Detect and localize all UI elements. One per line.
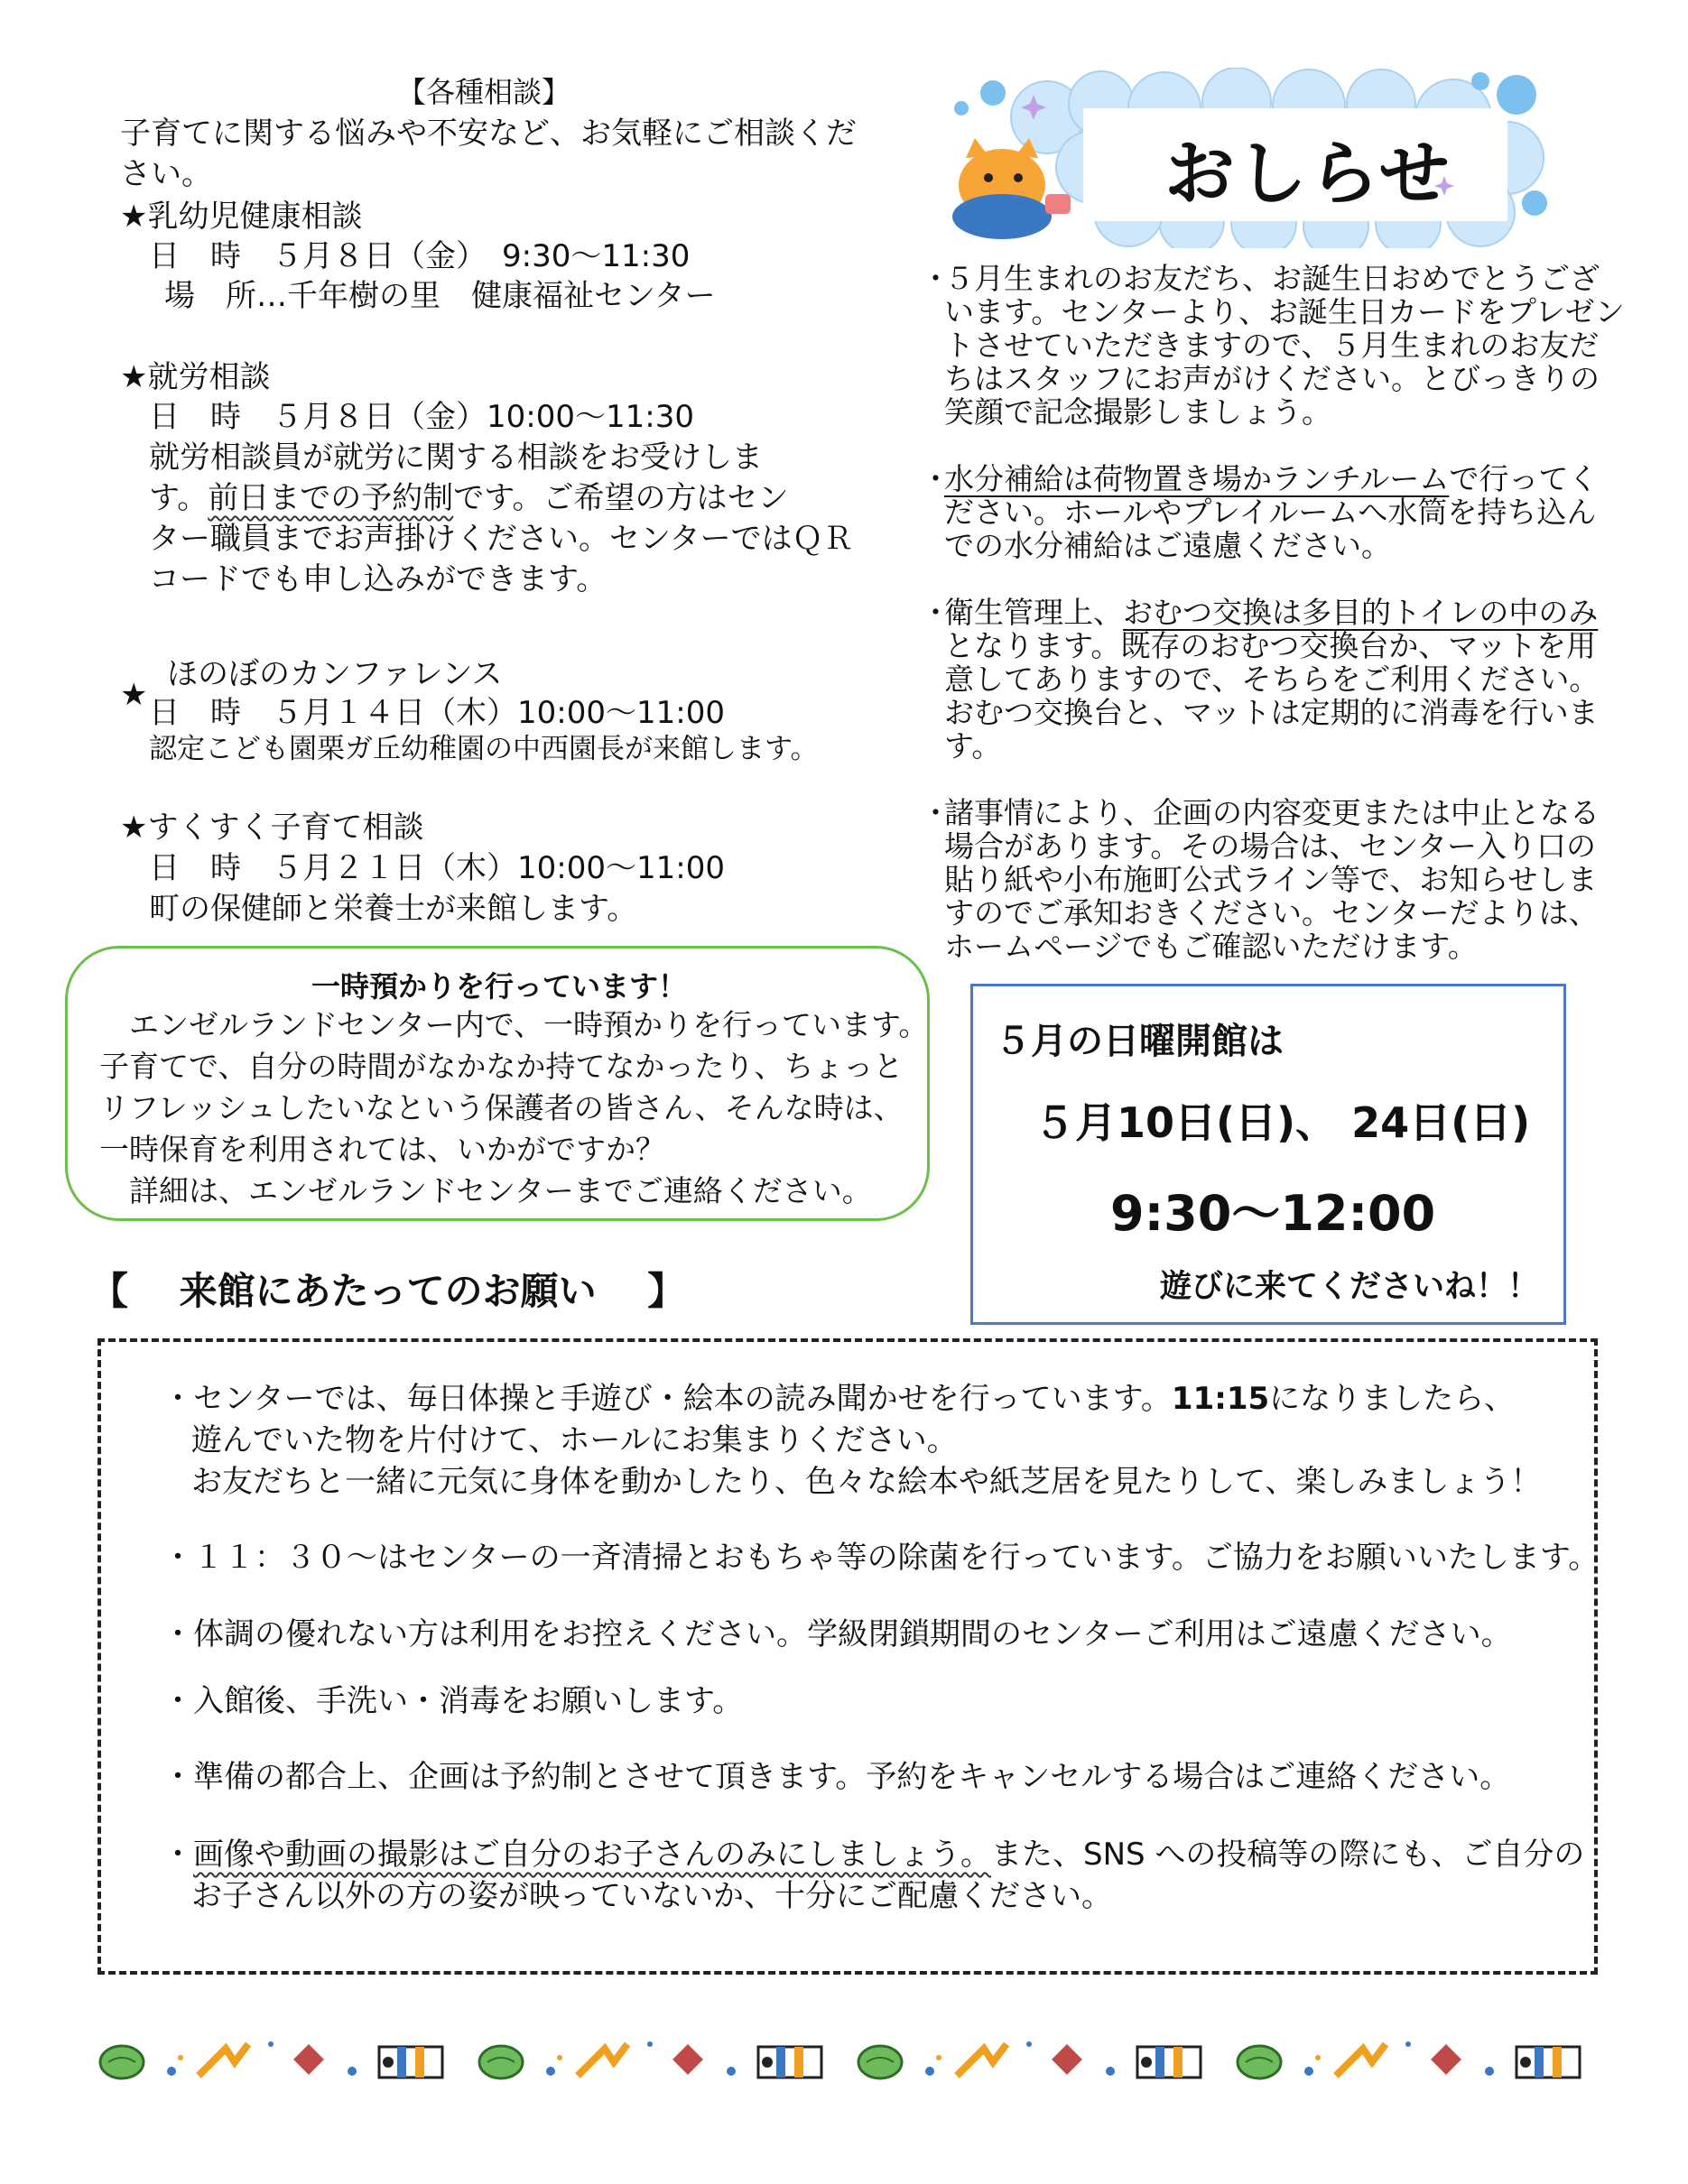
request-item-reservation: ・準備の都合上、企画は予約制とさせて頂きます。予約をキャンセルする場合はご連絡ください。	[162, 1759, 1511, 1795]
sukusuku-datetime: 日 時 ５月２１日（木）10:00～11:00	[149, 850, 725, 886]
temporary-care-title: 一時預かりを行っています！	[311, 969, 688, 1004]
honobono-datetime: 日 時 ５月１４日（木）10:00～11:00	[149, 695, 725, 731]
employment-desc-3: ター職員までお声掛けください。センターではＱＲ	[149, 521, 854, 557]
honobono-star: ★	[120, 677, 148, 713]
footer-decoration	[90, 2022, 1607, 2103]
employment-desc-1: 就労相談員が就労に関する相談をお受けしま	[149, 440, 763, 476]
notice-birthday: ・ ５月生まれのお友だち、お誕生日おめでとうございます。センターより、お誕生日カードをプレゼントさせていただきますので、５月生まれのお友だちはスタッフにお声がけください。とびっきりの笑顔で記念撮影しましょう。	[921, 261, 1625, 430]
oshirase-title: おしらせ	[1164, 134, 1451, 215]
notice-water: ・ 水分補給は荷物置き場かランチルームで行ってください。ホールやプレイルームへ水筒を持ち込んでの水分補給はご遠慮ください。	[921, 461, 1599, 563]
employment-datetime: 日 時 ５月８日（金）10:00～11:30	[149, 399, 694, 435]
honobono-desc: 認定こども園栗ガ丘幼稚園の中西園長が来館します。	[149, 733, 819, 765]
request-item-health: ・体調の優れない方は利用をお控えください。学級閉鎖期間のセンターご利用はご遠慮ください。	[162, 1616, 1512, 1652]
temporary-care-line: リフレッシュしたいなという保護者の皆さん、そんな時は、	[99, 1090, 904, 1125]
honobono-title: ほのぼのカンファレンス	[167, 656, 503, 692]
infant-health-title: ★乳幼児健康相談	[120, 199, 363, 235]
requests-heading: 【 来館にあたってのお願い 】	[90, 1269, 686, 1313]
request-item-exercise: ・センターでは、毎日体操と手遊び・絵本の読み聞かせを行っています。11:15になりましたら、 遊んでいた物を片付けて、ホールにお集まりください。 お友だちと一緒に元気に身体を動かしたり、色々な絵本や紙芝居を見たりして、楽しみましょう！	[162, 1381, 1542, 1500]
sunday-invite: 遊びに来てくださいね！！	[1160, 1269, 1540, 1305]
sukusuku-title: ★すくすく子育て相談	[120, 810, 424, 846]
temporary-care-line: エンゼルランドセンター内で、一時預かりを行っています。	[99, 1007, 929, 1042]
consultation-intro: 子育てに関する悩みや不安など、お気軽にご相談ください。	[120, 116, 857, 192]
request-item-photo: ・画像や動画の撮影はご自分のお子さんのみにしましょう。また、SNS への投稿等の際にも、ご自分の お子さん以外の方の姿が映っていないか、十分にご配慮ください。	[162, 1837, 1585, 1914]
sukusuku-desc: 町の保健師と栄養士が来館します。	[149, 891, 638, 927]
notice-diaper: ・ 衛生管理上、おむつ交換は多目的トイレの中のみとなります。既存のおむつ交換台か、マットを用意してありますので、そちらをご利用ください。おむつ交換台と、マットは定期的に消毒を行います。	[921, 595, 1600, 763]
notice-change: ・ 諸事情により、企画の内容変更または中止となる場合があります。その場合は、センター入り口の貼り紙や小布施町公式ライン等で、お知らせしますのでご承知おきください。センターだよりは、ホームページでもご確認いただけます。	[921, 795, 1600, 964]
request-item-cleaning: ・１１：３０～はセンターの一斉清掃とおもちゃ等の除菌を行っています。ご協力をお願いいたします。	[162, 1540, 1600, 1576]
reservation-note: 前日までの予約制	[208, 480, 454, 516]
employment-desc-2: す。前日までの予約制です。ご希望の方はセン	[149, 480, 789, 516]
temporary-care-line: 詳細は、エンゼルランドセンターまでご連絡ください。	[99, 1173, 872, 1208]
employment-desc-4: コードでも申し込みができます。	[149, 561, 607, 597]
temporary-care-line: 一時保育を利用されては、いかがですか？	[99, 1132, 665, 1167]
employment-title: ★就労相談	[120, 359, 271, 395]
infant-health-datetime: 日 時 ５月８日（金） 9:30～11:30	[149, 238, 691, 274]
consultation-heading: 【各種相談】	[397, 75, 571, 109]
request-item-handwash: ・入館後、手洗い・消毒をお願いします。	[162, 1683, 744, 1719]
kashiwa-mochi-icon	[100, 2041, 442, 2078]
sunday-time: 9:30～12:00	[1110, 1185, 1436, 1242]
sunday-title: ５月の日曜開館は	[995, 1021, 1284, 1062]
sunday-dates: ５月10日(日)、 24日(日)	[1034, 1098, 1531, 1147]
infant-health-place: 場 所…千年樹の里 健康福祉センター	[164, 278, 716, 314]
temporary-care-line: 子育てで、自分の時間がなかなか持てなかったり、ちょっと	[99, 1049, 904, 1084]
